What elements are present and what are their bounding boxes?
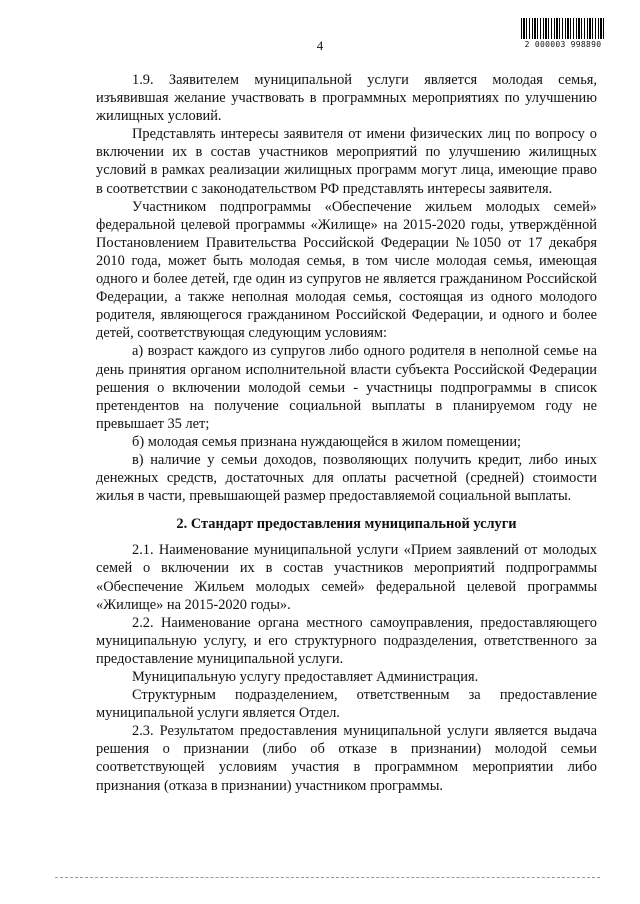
paragraph-2-2: 2.2. Наименование органа местного самоуправления, предоставляющего муниципальную услугу, и его структурного подразделения, ответственного за предоставление муниципальной услуги. [96,614,597,667]
paragraph-2-1: 2.1. Наименование муниципальной услуги «Прием заявлений от молодых семей о включении их в состав участников мероприятий подпрограммы «Обеспечение Жильем молодых семей» федеральной целевой программы «Жилище» на 2015-2020 годы». [96,542,597,613]
page-number: 4 [316,38,324,53]
paragraph-provider: Муниципальную услугу предоставляет Администрация. [132,669,479,685]
paragraph-representation: Представлять интересы заявителя от имени физических лиц по вопросу о включении их в состав участников мероприятий по улучшению жилищных условий в рамках реализации жилищных программ могут лица, имеющие право в соответствии с законодательством РФ представлять интересы заявителя. [96,126,597,197]
barcode-number: 2 000003 998890 [524,40,602,49]
paragraph-1-9: 1.9. Заявителем муниципальной услуги является молодая семья, изъявившая желание участвовать в программных мероприятиях по улучшению жилищных условий. [96,72,597,125]
condition-a: а) возраст каждого из супругов либо одного родителя в неполной семье на день принятия органом исполнительной власти субъекта Российской Федерации решения о включении молодой семьи - участницы подпрограммы в список претендентов на получение социальной выплаты в планируемом году не превышает 35 лет; [96,343,597,432]
paragraph-structural-unit: Структурным подразделением, ответственным за предоставление муниципальной услуги является Отдел. [96,687,597,722]
section-heading: 2. Стандарт предоставления муниципальной услуги [176,516,517,533]
paragraph-participant: Участником подпрограммы «Обеспечение жильем молодых семей» федеральной целевой программы «Жилище» на 2015-2020 годы, утверждённой Постановлением Правительства Российской Федерации №1050 от 17 декабря 2010 года, может быть молодая семья, в том числе молодая семья, имеющая одного и более детей, где один из супругов не является гражданином Российской Федерации, а также неполная молодая семья, состоящая из одного молодого родителя, являющегося гражданином Российской Федерации, и одного и более детей, соответствующая следующим условиям: [96,198,597,342]
document-body [96,71,597,795]
condition-c: в) наличие у семьи доходов, позволяющих получить кредит, либо иных денежных средств, достаточных для оплаты расчетной (средней) стоимости жилья в части, превышающей размер предоставляемой социальной выплаты. [96,451,597,505]
condition-b: б) молодая семья признана нуждающейся в жилом помещении; [132,433,522,450]
footer-rule [55,877,600,878]
paragraph-2-3: 2.3. Результатом предоставления муниципальной услуги является выдача решения о признании (либо об отказе в признании) молодой семьи соответствующей условиям участия в программном мероприятии либо признания (отказа в признании) участником программы. [96,723,597,794]
barcode [521,18,605,49]
barcode-bars [521,18,605,39]
